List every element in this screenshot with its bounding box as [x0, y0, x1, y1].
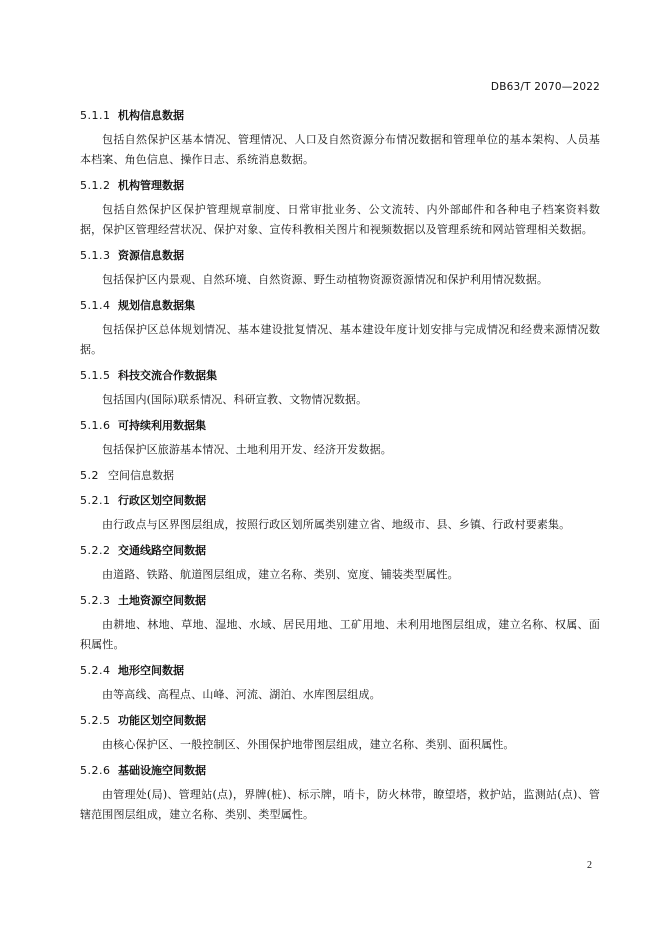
section-title: 基础设施空间数据 [118, 764, 206, 777]
section-number: 5.1.1 [80, 109, 111, 122]
section-heading [80, 592, 600, 610]
section-paragraph: 由道路、铁路、航道图层组成，建立名称、类别、宽度、铺装类型属性。 [102, 568, 459, 581]
section-number: 5.1.6 [80, 419, 111, 432]
section-heading [80, 662, 600, 680]
section-heading [80, 177, 600, 195]
section-5-1-4 [80, 297, 600, 360]
section-heading [80, 247, 600, 265]
section-number: 5.2.4 [80, 664, 111, 677]
section-paragraph: 由行政点与区界图层组成，按照行政区划所属类别建立省、地级市、县、乡镇、行政村要素集。 [102, 518, 571, 531]
section-title: 资源信息数据 [118, 249, 184, 262]
section-heading [80, 467, 600, 485]
section-5-1-3 [80, 247, 600, 290]
section-number: 5.2.6 [80, 764, 111, 777]
section-title: 科技交流合作数据集 [118, 369, 217, 382]
section-number: 5.2.1 [80, 494, 111, 507]
document-body [80, 107, 600, 832]
section-heading [80, 712, 600, 730]
section-paragraph: 包括保护区旅游基本情况、土地利用开发、经济开发数据。 [102, 443, 392, 456]
section-number: 5.1.3 [80, 249, 111, 262]
section-5-2-2 [80, 542, 600, 585]
section-paragraph: 由耕地、林地、草地、湿地、水域、居民用地、工矿用地、未利用地图层组成，建立名称、权属、面积属性。 [80, 618, 600, 651]
section-paragraph: 包括自然保护区保护管理规章制度、日常审批业务、公文流转、内外部邮件和各种电子档案资料数据，保护区管理经营状况、保护对象、宣传科教相关图片和视频数据以及管理系统和网站管理相关数据。 [80, 203, 600, 236]
section-heading [80, 107, 600, 125]
section-paragraph: 由等高线、高程点、山峰、河流、湖泊、水库图层组成。 [102, 688, 381, 701]
section-heading [80, 762, 600, 780]
section-number: 5.1.4 [80, 299, 111, 312]
section-5-2-1 [80, 492, 600, 535]
section-paragraph: 包括保护区总体规划情况、基本建设批复情况、基本建设年度计划安排与完成情况和经费来源情况数据。 [80, 323, 600, 356]
section-heading [80, 492, 600, 510]
section-title: 交通线路空间数据 [118, 544, 206, 557]
section-5-1-2 [80, 177, 600, 240]
section-5-2-6 [80, 762, 600, 825]
section-heading [80, 542, 600, 560]
section-number: 5.2.2 [80, 544, 111, 557]
section-5-2-4 [80, 662, 600, 705]
section-title: 可持续利用数据集 [118, 419, 206, 432]
section-paragraph: 包括自然保护区基本情况、管理情况、人口及自然资源分布情况数据和管理单位的基本架构、人员基本档案、角色信息、操作日志、系统消息数据。 [80, 133, 600, 166]
document-header-id: DB63/T 2070—2022 [490, 81, 600, 93]
section-number: 5.2 [80, 469, 99, 482]
section-heading [80, 417, 600, 435]
section-paragraph: 包括国内(国际)联系情况、科研宣教、文物情况数据。 [102, 393, 368, 406]
page-number: 2 [587, 860, 592, 871]
section-title: 空间信息数据 [108, 469, 174, 482]
section-5-2-5 [80, 712, 600, 755]
section-5-1-6 [80, 417, 600, 460]
section-title: 规划信息数据集 [118, 299, 195, 312]
section-paragraph: 由管理处(局)、管理站(点)，界牌(桩)、标示牌，哨卡，防火林带，瞭望塔，救护站，监测站(点)、管辖范围图层组成，建立名称、类别、类型属性。 [80, 788, 600, 821]
section-5-1-5 [80, 367, 600, 410]
section-heading [80, 367, 600, 385]
section-5-2 [80, 467, 600, 485]
section-number: 5.2.5 [80, 714, 111, 727]
section-heading [80, 297, 600, 315]
section-title: 机构管理数据 [118, 179, 184, 192]
section-title: 土地资源空间数据 [118, 594, 206, 607]
section-title: 功能区划空间数据 [118, 714, 206, 727]
section-number: 5.2.3 [80, 594, 111, 607]
section-5-1-1 [80, 107, 600, 170]
section-5-2-3 [80, 592, 600, 655]
section-title: 行政区划空间数据 [118, 494, 206, 507]
section-number: 5.1.2 [80, 179, 111, 192]
section-title: 机构信息数据 [118, 109, 184, 122]
section-paragraph: 由核心保护区、一般控制区、外围保护地带图层组成，建立名称、类别、面积属性。 [102, 738, 515, 751]
section-title: 地形空间数据 [118, 664, 184, 677]
section-number: 5.1.5 [80, 369, 111, 382]
section-paragraph: 包括保护区内景观、自然环境、自然资源、野生动植物资源资源情况和保护利用情况数据。 [102, 273, 548, 286]
